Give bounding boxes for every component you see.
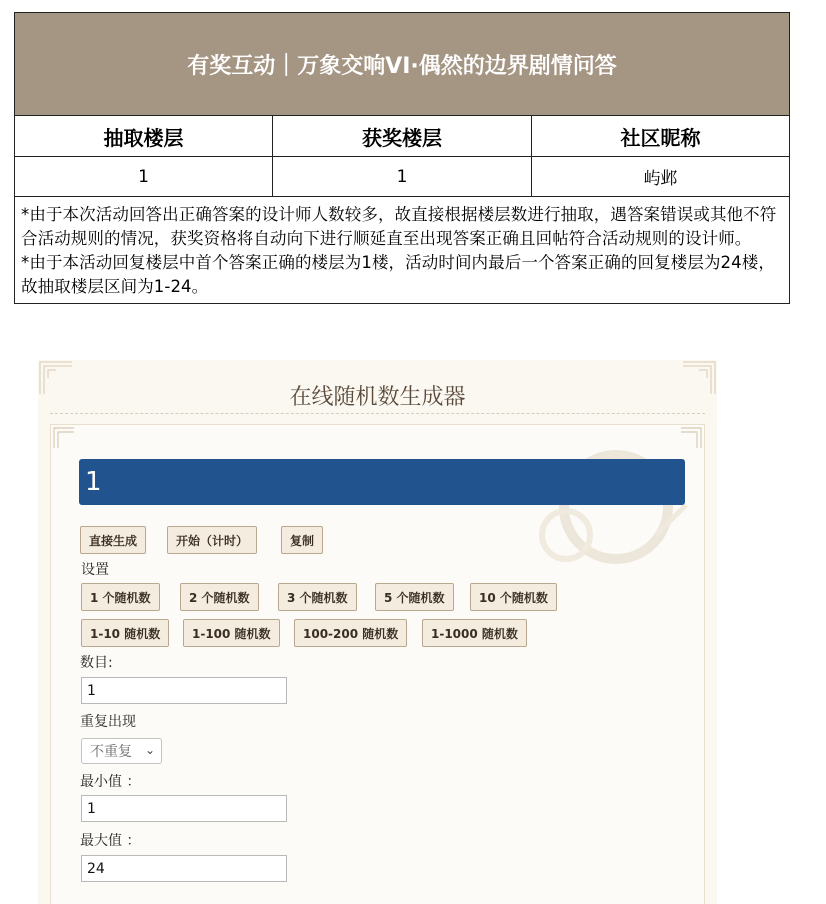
rules-note: *由于本活动回复楼层中首个答案正确的楼层为1楼，活动时间内最后一个答案正确的回复楼层为24楼，故抽取楼层区间为1-24。 [21,253,775,296]
repeat-label: 重复出现 [80,714,136,730]
min-label: 最小值 ： [80,774,141,790]
max-label: 最大值 ： [80,833,141,849]
generator-panel [50,424,705,904]
preset-2-numbers-button[interactable]: 2 个随机数 [180,583,259,611]
rules-note: *由于本次活动回答出正确答案的设计师人数较多，故直接根据楼层数进行抽取，遇答案错误或其他不符合活动规则的情况，获奖资格将自动向下进行顺延直至出现答案正确且回帖符合活动规则的设计师。 [21,205,777,248]
winner-announcement [14,12,790,304]
max-input[interactable]: 24 [81,855,287,882]
rules-notes [15,197,789,303]
header-draw-floor: 抽取楼层 [15,116,273,156]
ornament-corner-icon [53,427,75,449]
header-winning-floor: 获奖楼层 [273,116,532,156]
chevron-down-icon: ⌄ [144,743,155,757]
table-header-row [15,116,789,157]
min-input[interactable]: 1 [81,795,287,822]
preset-1-number-button[interactable]: 1 个随机数 [81,583,160,611]
table-row [15,157,789,197]
divider [50,413,705,414]
winning-floor-value: 1 [273,157,532,196]
draw-floor-value: 1 [15,157,273,196]
count-input[interactable]: 1 [81,677,287,704]
generator-title: 在线随机数生成器 [289,385,466,410]
preset-range-1-100-button[interactable]: 1-100 随机数 [183,619,280,647]
repeat-select[interactable] [81,738,162,764]
event-banner-title: 有奖互动｜万象交响VI·偶然的边界剧情问答 [15,13,789,116]
count-label: 数目: [80,655,113,671]
preset-range-1-1000-button[interactable]: 1-1000 随机数 [422,619,527,647]
header-nickname: 社区昵称 [620,125,701,150]
preset-range-100-200-button[interactable]: 100-200 随机数 [294,619,407,647]
start-timer-button[interactable]: 开始（计时） [167,526,257,554]
generate-button[interactable]: 直接生成 [80,526,146,554]
copy-button[interactable]: 复制 [281,526,323,554]
preset-5-numbers-button[interactable]: 5 个随机数 [375,583,454,611]
result-display: 1 [79,459,685,505]
random-number-generator [38,360,717,904]
repeat-select-value: 不重复 [90,744,132,760]
preset-range-1-10-button[interactable]: 1-10 随机数 [81,619,169,647]
settings-label: 设置 [81,562,109,578]
preset-10-numbers-button[interactable]: 10 个随机数 [470,583,557,611]
preset-3-numbers-button[interactable]: 3 个随机数 [278,583,357,611]
nickname-value: 屿邺 [643,169,678,189]
